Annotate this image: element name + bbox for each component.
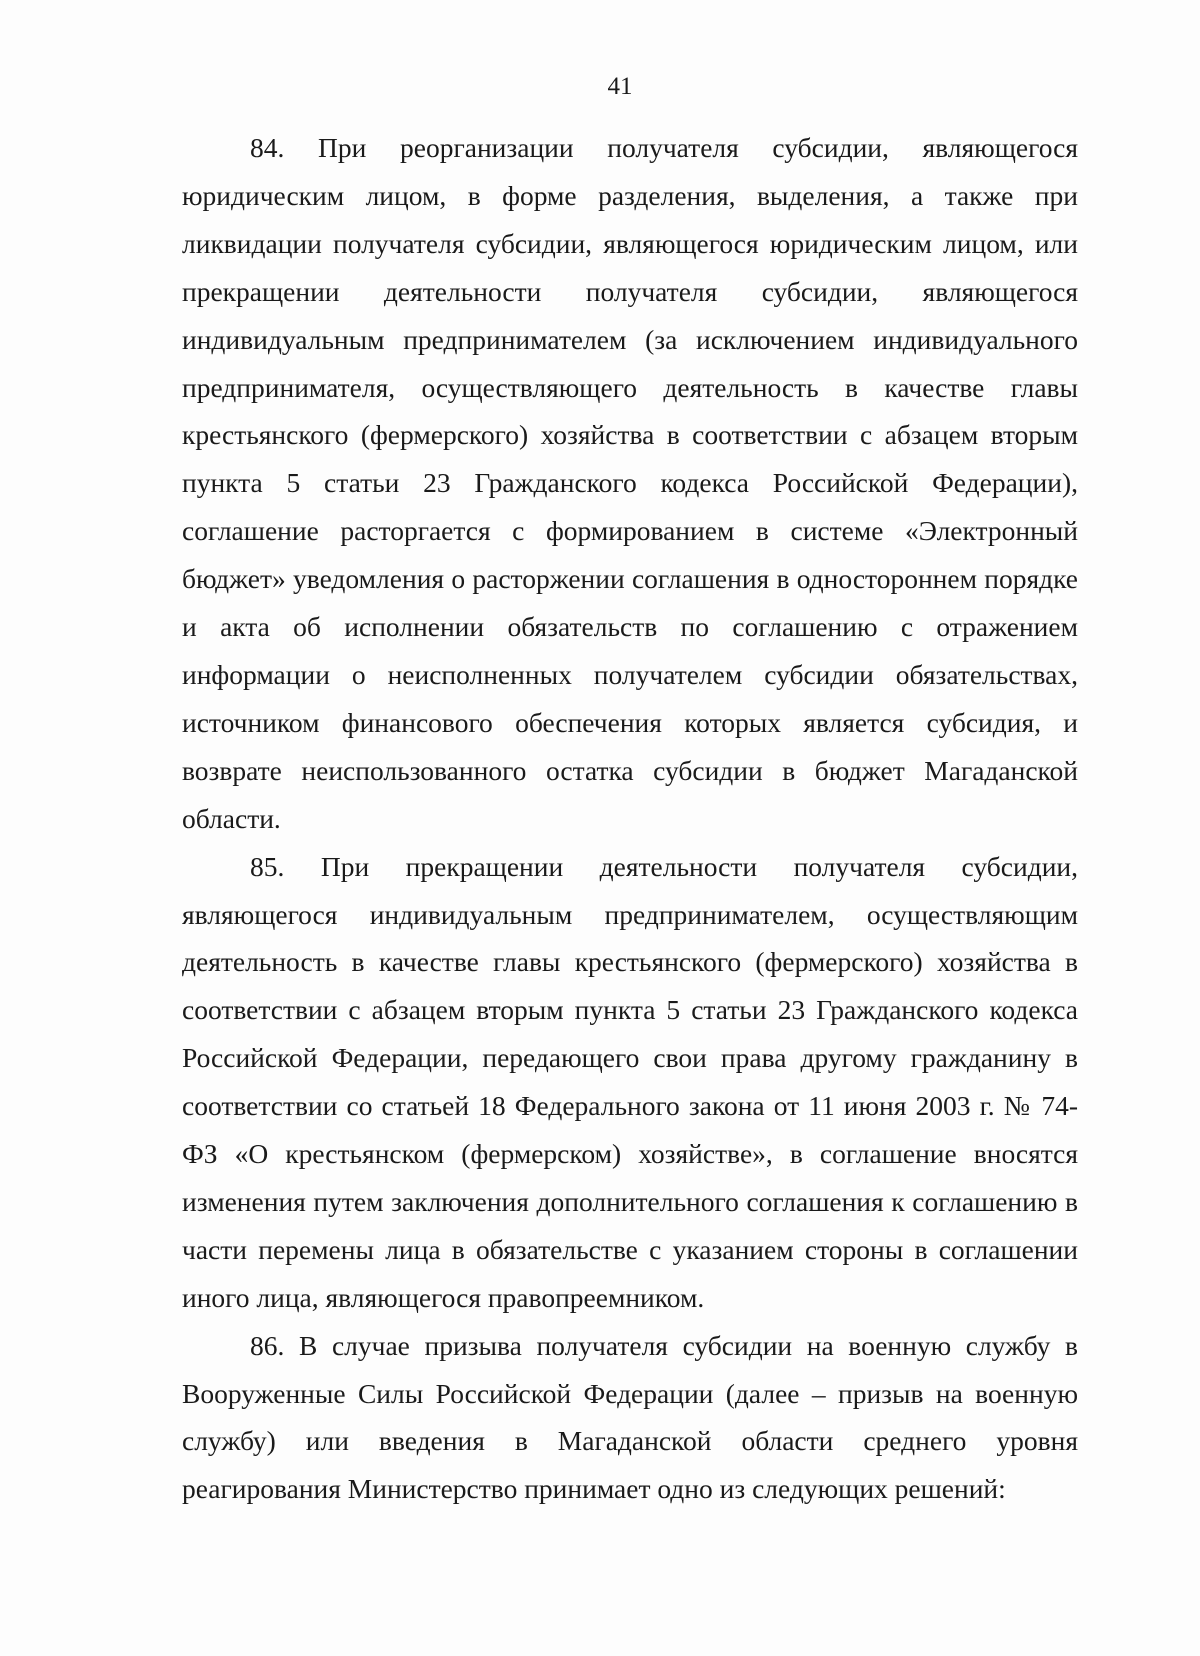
paragraph-86: 86. В случае призыва получателя субсидии на военную службу в Вооруженные Силы Российской Федерации (далее – призыв на военную службу) или введения в Магаданской области среднего уровня реагирования Министерство принимает одно из следующих решений: bbox=[182, 1329, 1078, 1505]
paragraph-85: 85. При прекращении деятельности получателя субсидии, являющегося индивидуальным предпринимателем, осуществляющим деятельность в качестве главы крестьянского (фермерского) хозяйства в соответствии с абзацем вторым пункта 5 статьи 23 Гражданского кодекса Российской Федерации, передающего свои права другому гражданину в соответствии со статьей 18 Федерального закона от 11 июня 2003 г. № 74-ФЗ «О крестьянском (фермерском) хозяйстве», в соглашение вносятся изменения путем заключения дополнительного соглашения к соглашению в части перемены лица в обязательстве с указанием стороны в соглашении иного лица, являющегося правопреемником. bbox=[182, 850, 1078, 1313]
document-body bbox=[182, 124, 1078, 1513]
paragraph-84: 84. При реорганизации получателя субсидии, являющегося юридическим лицом, в форме разделения, выделения, а также при ликвидации получателя субсидии, являющегося юридическим лицом, или прекращении деятельности получателя субсидии, являющегося индивидуальным предпринимателем (за исключением индивидуального предпринимателя, осуществляющего деятельность в качестве главы крестьянского (фермерского) хозяйства в соответствии с абзацем вторым пункта 5 статьи 23 Гражданского кодекса Российской Федерации), соглашение расторгается с формированием в системе «Электронный бюджет» уведомления о расторжении соглашения в одностороннем порядке и акта об исполнении обязательств по соглашению с отражением информации о неисполненных получателем субсидии обязательствах, источником финансового обеспечения которых является субсидия, и возврате неиспользованного остатка субсидии в бюджет Магаданской области. bbox=[182, 132, 1078, 834]
page-number: 41 bbox=[607, 73, 633, 100]
